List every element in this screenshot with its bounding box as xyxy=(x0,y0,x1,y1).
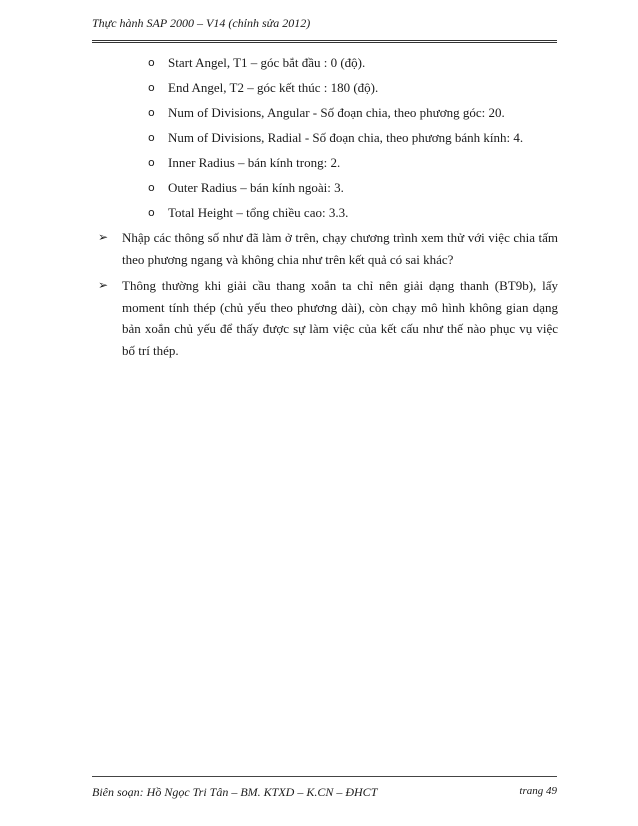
header-title: Thực hành SAP 2000 – V14 (chỉnh sửa 2012) xyxy=(92,16,311,30)
list-item xyxy=(92,125,558,150)
list-item xyxy=(92,150,558,175)
footer-author: Biên soạn: Hồ Ngọc Tri Tân – BM. KTXD – K.CN – ĐHCT xyxy=(92,785,378,799)
instruction-list xyxy=(92,227,558,361)
paragraph-text: Nhập các thông số như đã làm ở trên, chạy chương trình xem thử với việc chia tấm theo phương ngang và không chia như trên kết quả có sai khác? xyxy=(122,230,558,267)
list-item xyxy=(92,50,558,75)
list-item xyxy=(92,75,558,100)
circle-bullet-icon: o xyxy=(148,106,155,119)
circle-bullet-icon: o xyxy=(148,131,155,144)
list-item-text: Outer Radius – bán kính ngoài: 3. xyxy=(168,180,344,195)
arrow-bullet-icon: ➢ xyxy=(98,278,109,292)
circle-bullet-icon: o xyxy=(148,56,155,69)
page-number: trang 49 xyxy=(519,785,557,797)
circle-bullet-icon: o xyxy=(148,181,155,194)
circle-bullet-icon: o xyxy=(148,81,155,94)
list-item xyxy=(92,100,558,125)
list-item-text: Start Angel, T1 – góc bắt đầu : 0 (độ). xyxy=(168,55,366,70)
list-item-text: Num of Divisions, Angular - Số đoạn chia, theo phương góc: 20. xyxy=(168,105,505,120)
parameter-list xyxy=(92,50,558,225)
list-item-text: Inner Radius – bán kính trong: 2. xyxy=(168,155,341,170)
circle-bullet-icon: o xyxy=(148,156,155,169)
page-content xyxy=(92,50,558,361)
circle-bullet-icon: o xyxy=(148,206,155,219)
list-item-text: End Angel, T2 – góc kết thúc : 180 (độ). xyxy=(168,80,379,95)
list-item xyxy=(92,200,558,225)
arrow-bullet-icon: ➢ xyxy=(98,230,109,244)
page-header xyxy=(92,14,557,43)
list-item xyxy=(92,175,558,200)
list-item xyxy=(92,275,558,361)
list-item-text: Num of Divisions, Radial - Số đoạn chia, theo phương bánh kính: 4. xyxy=(168,130,524,145)
list-item xyxy=(92,227,558,270)
page-footer xyxy=(92,776,557,807)
list-item-text: Total Height – tổng chiều cao: 3.3. xyxy=(168,205,349,220)
paragraph-text: Thông thường khi giải cầu thang xoắn ta chỉ nên giải dạng thanh (BT9b), lấy moment tính thép (chủ yếu theo phương dài), còn chạy mô hình không gian dạng bản xoắn chủ yếu để thấy được sự làm việc của kết cấu như thế nào phục vụ việc bố trí thép. xyxy=(122,278,558,358)
